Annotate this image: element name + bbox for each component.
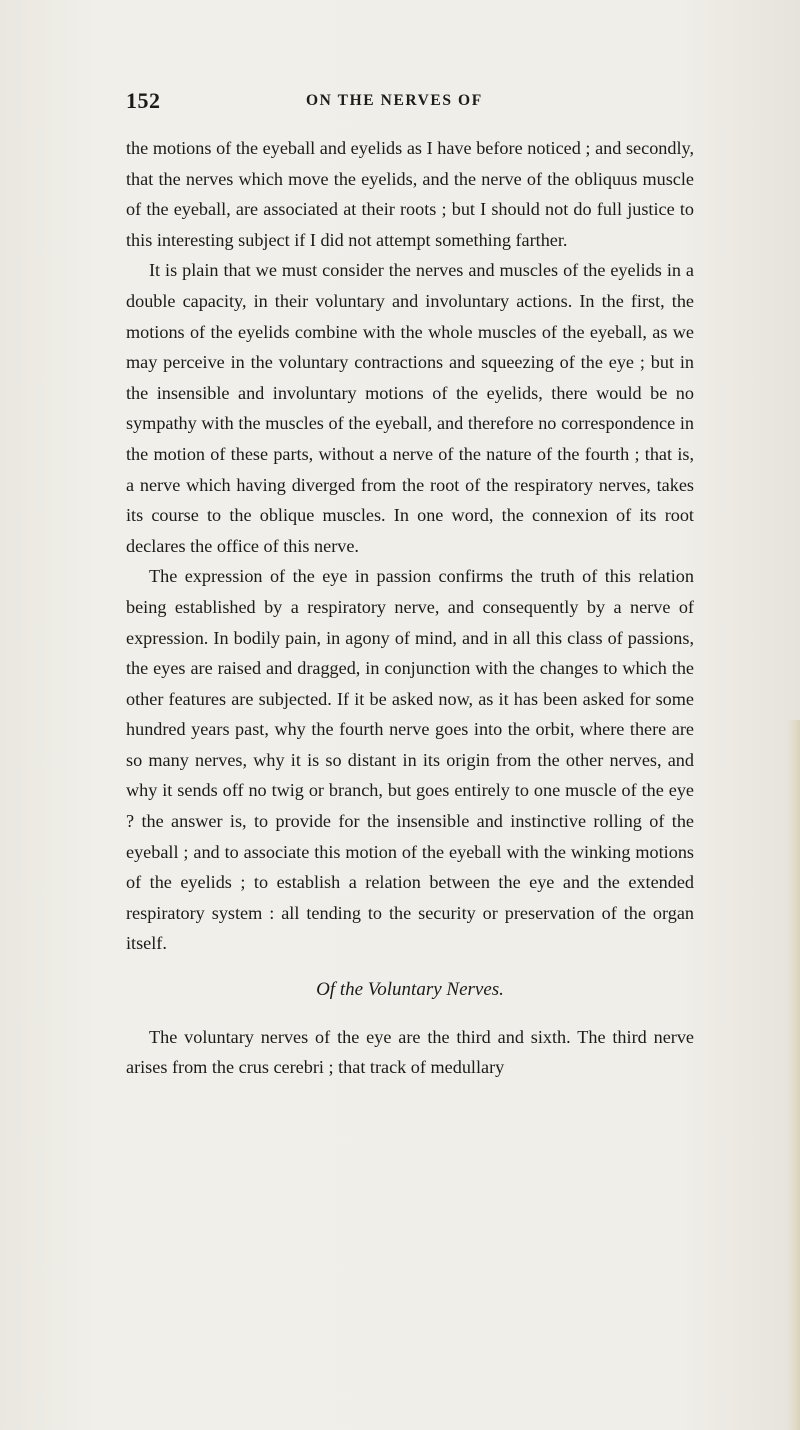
body-text (126, 133, 694, 1083)
paragraph-voluntary-nerves: The voluntary nerves of the eye are the third and sixth. The third nerve arises from the crus cerebri ; that track of medullary (126, 1026, 694, 1078)
running-head: ON THE NERVES OF (306, 92, 483, 109)
section-heading: Of the Voluntary Nerves. (316, 979, 504, 1001)
paragraph-eyelids-capacity: It is plain that we must consider the nerves and muscles of the eyelids in a double capacity, in their voluntary and involuntary actions. In the first, the motions of the eyelids combine with the whole muscles of the eyeball, as we may perceive in the voluntary contractions and squeezing of the eye ; but in the insensible and involuntary motions of the eyelids, there would be no sympathy with the muscles of the eyeball, and therefore no correspondence in the motion of these parts, without a nerve of the nature of the fourth ; that is, a nerve which having diverged from the root of the respiratory nerves, takes its course to the oblique muscles. In one word, the connexion of its root declares the office of this nerve. (126, 260, 694, 556)
page-number: 152 (126, 88, 161, 113)
paragraph-expression-of-eye: The expression of the eye in passion confirms the truth of this relation being established by a respiratory nerve, and consequently by a nerve of expression. In bodily pain, in agony of mind, and in all this class of passions, the eyes are raised and dragged, in conjunction with the changes to which the other features are subjected. If it be asked now, as it has been asked for some hundred years past, why the fourth nerve goes into the orbit, where there are so many nerves, why it is so distant in its origin from the other nerves, and why it sends off no twig or branch, but goes entirely to one muscle of the eye ? the answer is, to provide for the insensible and instinctive rolling of the eyeball ; and to associate this motion of the eyeball with the winking motions of the eyelids ; to establish a relation between the eye and the extended respiratory system : all tending to the security or preservation of the organ itself. (126, 566, 694, 954)
page-edge-stain (786, 720, 800, 1430)
page-header (126, 88, 692, 114)
paragraph-continued: the motions of the eyeball and eyelids as I have before noticed ; and secondly, that the nerves which move the eyelids, and the nerve of the obliquus muscle of the eyeball, are associated at their roots ; but I should not do full justice to this interesting subject if I did not attempt something farther. (126, 138, 694, 250)
